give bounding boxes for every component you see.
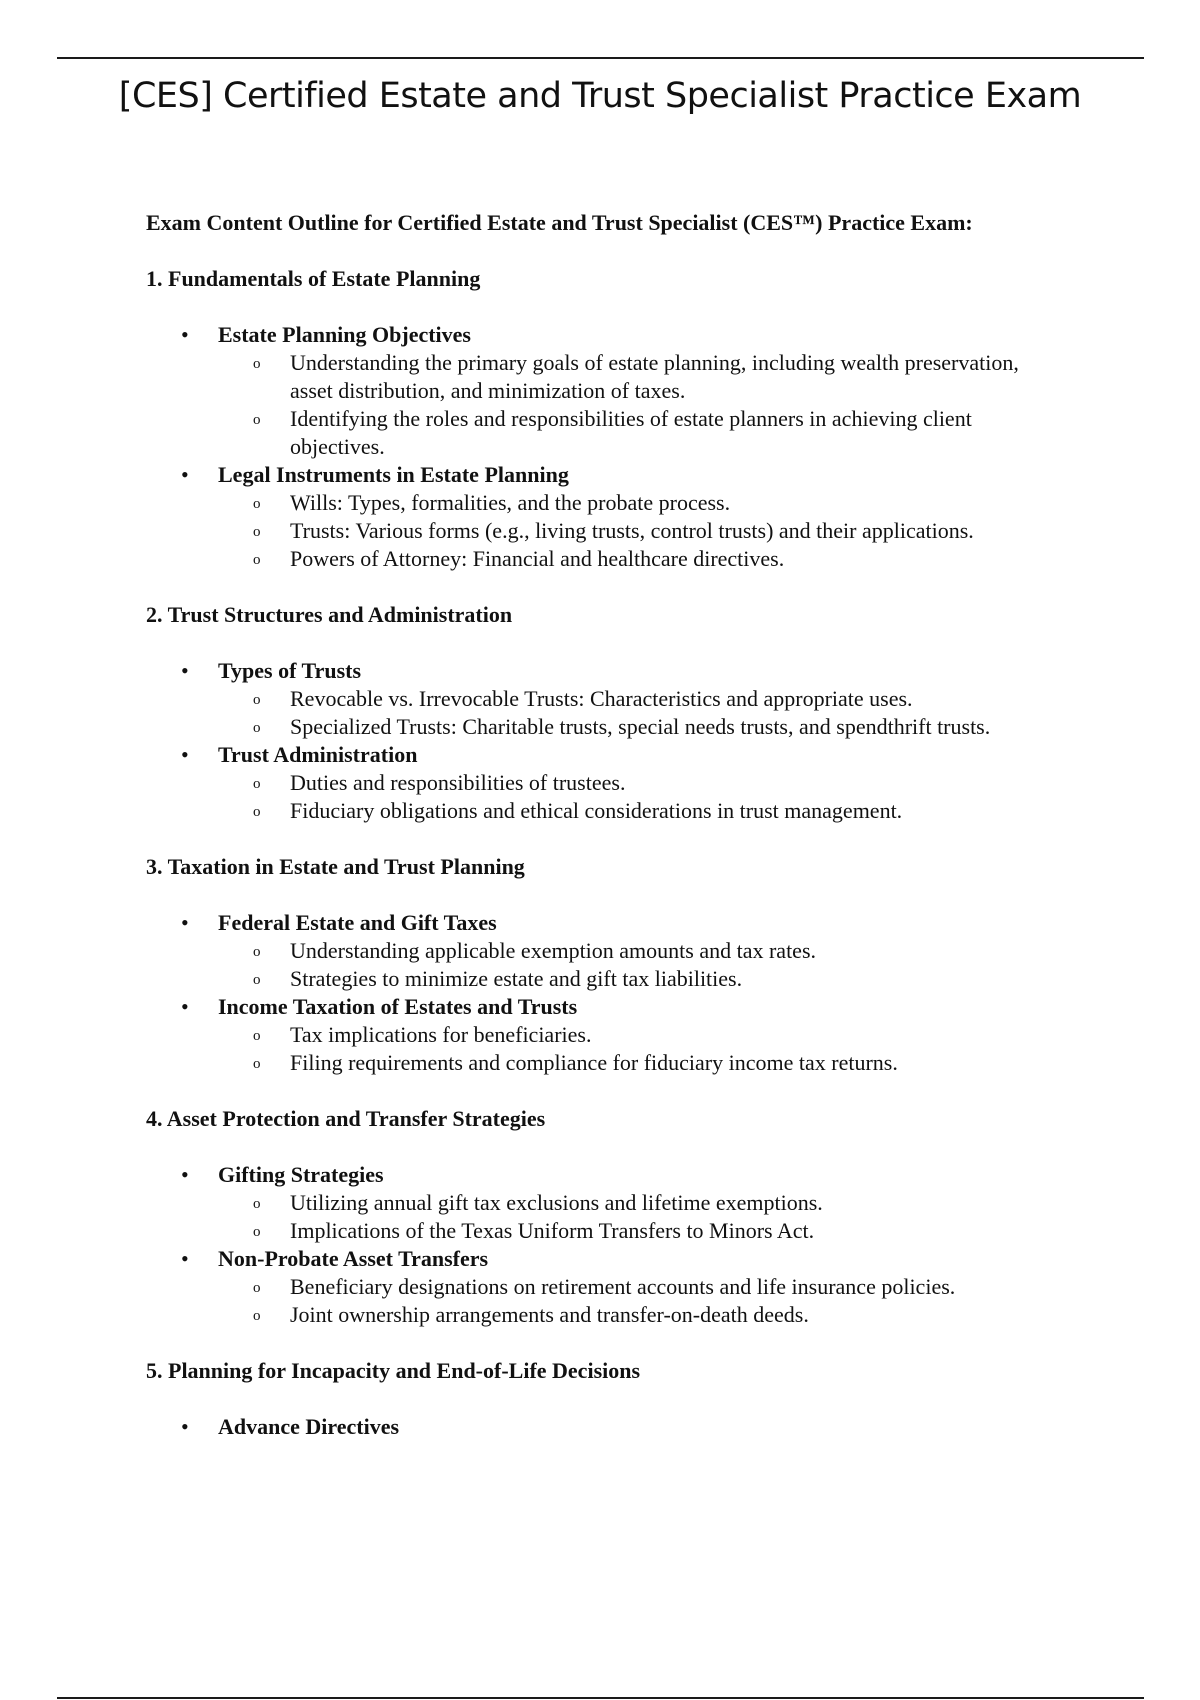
sub-item bbox=[218, 405, 1020, 461]
circle-bullet-icon: o bbox=[253, 1224, 261, 1240]
bullet-icon: • bbox=[181, 742, 189, 767]
circle-bullet-icon: o bbox=[253, 720, 261, 736]
sub-item bbox=[218, 1217, 1020, 1245]
document-body bbox=[146, 209, 1146, 1469]
circle-bullet-icon: o bbox=[253, 1196, 261, 1212]
sub-item-list bbox=[218, 685, 1146, 741]
document-title: [CES] Certified Estate and Trust Specialist Practice Exam bbox=[118, 76, 1082, 116]
sub-item-text: Revocable vs. Irrevocable Trusts: Characteristics and appropriate uses. bbox=[290, 686, 913, 711]
sub-item bbox=[218, 713, 1020, 741]
bullet-icon: • bbox=[181, 462, 189, 487]
sub-item-text: Trusts: Various forms (e.g., living trusts, control trusts) and their applications. bbox=[290, 518, 974, 543]
sub-item-list bbox=[218, 1273, 1146, 1329]
sub-item-text: Identifying the roles and responsibilities of estate planners in achieving client objectives. bbox=[290, 406, 972, 459]
bullet-icon: • bbox=[181, 1414, 189, 1439]
sub-item bbox=[218, 545, 1020, 573]
topic-item bbox=[146, 321, 1146, 461]
sub-item-text: Implications of the Texas Uniform Transfers to Minors Act. bbox=[290, 1218, 815, 1243]
sections-container bbox=[146, 265, 1146, 1441]
circle-bullet-icon: o bbox=[253, 412, 261, 428]
circle-bullet-icon: o bbox=[253, 356, 261, 372]
sub-item-text: Understanding the primary goals of estate planning, including wealth preservation, asset distribution, and minimization of taxes. bbox=[290, 350, 1019, 403]
sub-item bbox=[218, 1273, 1020, 1301]
sub-item bbox=[218, 1021, 1020, 1049]
section-title: 2. Trust Structures and Administration bbox=[146, 602, 513, 627]
sub-item bbox=[218, 489, 1020, 517]
topic-item bbox=[146, 993, 1146, 1077]
topic-item bbox=[146, 657, 1146, 741]
circle-bullet-icon: o bbox=[253, 524, 261, 540]
sub-item bbox=[218, 965, 1020, 993]
circle-bullet-icon: o bbox=[253, 1028, 261, 1044]
sub-item-text: Filing requirements and compliance for fiduciary income tax returns. bbox=[290, 1050, 898, 1075]
topic-name: Non-Probate Asset Transfers bbox=[218, 1246, 489, 1271]
circle-bullet-icon: o bbox=[253, 776, 261, 792]
topic-name: Gifting Strategies bbox=[218, 1162, 384, 1187]
circle-bullet-icon: o bbox=[253, 1308, 261, 1324]
sub-item-list bbox=[218, 349, 1146, 461]
top-rule bbox=[57, 57, 1144, 59]
sub-item-list bbox=[218, 937, 1146, 993]
sub-item bbox=[218, 349, 1020, 405]
circle-bullet-icon: o bbox=[253, 804, 261, 820]
sub-item bbox=[218, 797, 1020, 825]
sub-item-text: Tax implications for beneficiaries. bbox=[290, 1022, 592, 1047]
bottom-rule bbox=[57, 1697, 1144, 1699]
circle-bullet-icon: o bbox=[253, 692, 261, 708]
sub-item-list bbox=[218, 1021, 1146, 1077]
section-title: 1. Fundamentals of Estate Planning bbox=[146, 266, 481, 291]
sub-item bbox=[218, 937, 1020, 965]
sub-item bbox=[218, 769, 1020, 797]
section-title: 4. Asset Protection and Transfer Strategies bbox=[146, 1106, 546, 1131]
sub-item bbox=[218, 517, 1020, 545]
circle-bullet-icon: o bbox=[253, 496, 261, 512]
section-title: 3. Taxation in Estate and Trust Planning bbox=[146, 854, 525, 879]
topic-item bbox=[146, 1413, 1146, 1441]
circle-bullet-icon: o bbox=[253, 1056, 261, 1072]
sub-item bbox=[218, 1049, 1020, 1077]
topic-item bbox=[146, 1161, 1146, 1245]
sub-item-list bbox=[218, 769, 1146, 825]
topic-name: Income Taxation of Estates and Trusts bbox=[218, 994, 578, 1019]
sub-item-text: Understanding applicable exemption amounts and tax rates. bbox=[290, 938, 817, 963]
topic-name: Advance Directives bbox=[218, 1414, 400, 1439]
topic-list bbox=[146, 909, 1146, 1077]
topic-name: Trust Administration bbox=[218, 742, 418, 767]
circle-bullet-icon: o bbox=[253, 944, 261, 960]
sub-item-list bbox=[218, 1189, 1146, 1245]
sub-item-text: Fiduciary obligations and ethical considerations in trust management. bbox=[290, 798, 903, 823]
sub-item bbox=[218, 1301, 1020, 1329]
sub-item-text: Joint ownership arrangements and transfer-on-death deeds. bbox=[290, 1302, 809, 1327]
topic-list bbox=[146, 1413, 1146, 1441]
bullet-icon: • bbox=[181, 1162, 189, 1187]
circle-bullet-icon: o bbox=[253, 972, 261, 988]
sub-item-text: Duties and responsibilities of trustees. bbox=[290, 770, 626, 795]
sub-item-text: Powers of Attorney: Financial and healthcare directives. bbox=[290, 546, 785, 571]
topic-name: Types of Trusts bbox=[218, 658, 362, 683]
topic-name: Estate Planning Objectives bbox=[218, 322, 471, 347]
outline-heading: Exam Content Outline for Certified Estate and Trust Specialist (CES™) Practice Exam: bbox=[146, 210, 973, 235]
topic-list bbox=[146, 321, 1146, 573]
sub-item bbox=[218, 685, 1020, 713]
bullet-icon: • bbox=[181, 658, 189, 683]
topic-item bbox=[146, 741, 1146, 825]
bullet-icon: • bbox=[181, 994, 189, 1019]
sub-item-text: Utilizing annual gift tax exclusions and lifetime exemptions. bbox=[290, 1190, 823, 1215]
topic-item bbox=[146, 1245, 1146, 1329]
topic-item bbox=[146, 909, 1146, 993]
topic-name: Federal Estate and Gift Taxes bbox=[218, 910, 497, 935]
sub-item-text: Specialized Trusts: Charitable trusts, special needs trusts, and spendthrift trusts. bbox=[290, 714, 991, 739]
sub-item-text: Wills: Types, formalities, and the probate process. bbox=[290, 490, 731, 515]
topic-name: Legal Instruments in Estate Planning bbox=[218, 462, 569, 487]
sub-item-text: Strategies to minimize estate and gift tax liabilities. bbox=[290, 966, 743, 991]
sub-item-list bbox=[218, 489, 1146, 573]
sub-item-text: Beneficiary designations on retirement accounts and life insurance policies. bbox=[290, 1274, 956, 1299]
circle-bullet-icon: o bbox=[253, 1280, 261, 1296]
bullet-icon: • bbox=[181, 910, 189, 935]
topic-list bbox=[146, 1161, 1146, 1329]
bullet-icon: • bbox=[181, 322, 189, 347]
sub-item bbox=[218, 1189, 1020, 1217]
topic-item bbox=[146, 461, 1146, 573]
section-title: 5. Planning for Incapacity and End-of-Life Decisions bbox=[146, 1358, 641, 1383]
circle-bullet-icon: o bbox=[253, 552, 261, 568]
bullet-icon: • bbox=[181, 1246, 189, 1271]
topic-list bbox=[146, 657, 1146, 825]
